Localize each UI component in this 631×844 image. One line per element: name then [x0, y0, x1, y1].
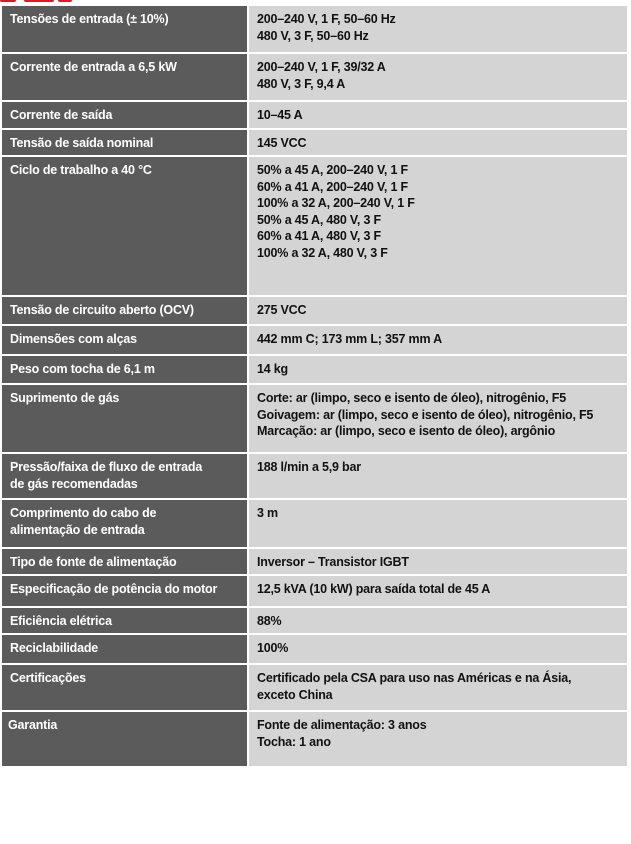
spec-label [2, 548, 248, 575]
spec-value-line: 275 VCC [257, 303, 307, 317]
spec-value [248, 384, 627, 453]
spec-value-line: 100% a 32 A, 480 V, 3 F [257, 245, 388, 260]
spec-row [2, 634, 627, 664]
spec-value [248, 325, 627, 355]
spec-value [248, 453, 627, 499]
spec-label-line: Certificações [10, 671, 86, 685]
spec-row [2, 6, 627, 53]
spec-label [2, 453, 248, 499]
spec-value-line: Corte: ar (limpo, seco e isento de óleo), nitrogênio, F5 [257, 391, 566, 405]
spec-value [248, 129, 627, 156]
spec-label [2, 664, 248, 711]
spec-value [248, 711, 627, 767]
spec-value [248, 355, 627, 384]
spec-label-line: Tensões de entrada (± 10%) [10, 12, 169, 26]
spec-row [2, 384, 627, 453]
spec-label [2, 325, 248, 355]
spec-value [248, 53, 627, 101]
spec-value [248, 296, 627, 325]
spec-value-line: 3 m [257, 506, 278, 520]
spec-label-line: Ciclo de trabalho a 40 °C [10, 163, 152, 177]
spec-value-line: Tocha: 1 ano [257, 734, 331, 749]
spec-label-line: Eficiência elétrica [10, 614, 112, 628]
spec-label [2, 384, 248, 453]
spec-label-line: alimentação de entrada [10, 522, 145, 537]
spec-label [2, 355, 248, 384]
spec-value-line: 10–45 A [257, 108, 303, 122]
specifications-table [2, 6, 627, 768]
spec-value [248, 6, 627, 53]
spec-label [2, 101, 248, 129]
spec-row [2, 129, 627, 156]
spec-label-line: Tensão de circuito aberto (OCV) [10, 303, 194, 317]
spec-value-line: 200–240 V, 1 F, 39/32 A [257, 60, 386, 74]
spec-value-line: 50% a 45 A, 200–240 V, 1 F [257, 163, 408, 177]
spec-value-line: 200–240 V, 1 F, 50–60 Hz [257, 12, 396, 26]
spec-row [2, 53, 627, 101]
spec-label [2, 711, 248, 767]
spec-label [2, 607, 248, 634]
spec-value-line: 88% [257, 614, 282, 628]
spec-row [2, 607, 627, 634]
spec-value [248, 664, 627, 711]
spec-row [2, 156, 627, 296]
spec-row [2, 325, 627, 355]
spec-value-line: 60% a 41 A, 200–240 V, 1 F [257, 179, 408, 194]
spec-value-line: 50% a 45 A, 480 V, 3 F [257, 212, 381, 227]
spec-value-line: Certificado pela CSA para uso nas Américas e na Ásia, [257, 671, 572, 685]
spec-value-line: 12,5 kVA (10 kW) para saída total de 45 A [257, 582, 491, 596]
spec-label [2, 156, 248, 296]
spec-label [2, 6, 248, 53]
spec-label-line: Dimensões com alças [10, 332, 137, 346]
spec-label [2, 129, 248, 156]
spec-label-line: Reciclabilidade [10, 641, 99, 655]
spec-value-line: Goivagem: ar (limpo, seco e isento de óleo), nitrogênio, F5 [257, 407, 594, 422]
spec-label-line: Comprimento do cabo de [10, 506, 157, 520]
spec-value-line: 14 kg [257, 362, 288, 376]
spec-label [2, 499, 248, 548]
spec-value-line: 442 mm C; 173 mm L; 357 mm A [257, 332, 442, 346]
spec-value-line: Marcação: ar (limpo, seco e isento de óleo), argônio [257, 424, 556, 438]
spec-label-line: Corrente de saída [10, 108, 113, 122]
spec-label-line: Garantia [8, 718, 58, 732]
spec-row [2, 575, 627, 607]
spec-label [2, 296, 248, 325]
spec-label-line: Tensão de saída nominal [10, 136, 154, 150]
spec-value [248, 634, 627, 664]
spec-row [2, 548, 627, 575]
spec-label-line: Especificação de potência do motor [10, 582, 218, 596]
spec-value-line: Inversor – Transistor IGBT [257, 555, 409, 569]
spec-value [248, 156, 627, 296]
spec-value-line: exceto China [257, 687, 333, 702]
spec-label [2, 53, 248, 101]
spec-row [2, 101, 627, 129]
spec-row [2, 355, 627, 384]
spec-value [248, 548, 627, 575]
spec-label [2, 634, 248, 664]
spec-value-line: 100% a 32 A, 200–240 V, 1 F [257, 196, 415, 210]
spec-label-line: Pressão/faixa de fluxo de entrada [10, 460, 203, 474]
spec-value [248, 607, 627, 634]
spec-label-line: Suprimento de gás [10, 391, 120, 405]
spec-row [2, 453, 627, 499]
spec-value [248, 575, 627, 607]
spec-row [2, 296, 627, 325]
spec-value-line: 480 V, 3 F, 50–60 Hz [257, 28, 369, 43]
spec-value-line: 60% a 41 A, 480 V, 3 F [257, 229, 381, 243]
spec-row [2, 499, 627, 548]
spec-label [2, 575, 248, 607]
spec-value-line: 480 V, 3 F, 9,4 A [257, 76, 346, 91]
spec-value-line: Fonte de alimentação: 3 anos [257, 718, 427, 732]
spec-label-line: Tipo de fonte de alimentação [10, 555, 177, 569]
spec-value-line: 188 l/min a 5,9 bar [257, 460, 361, 474]
spec-row [2, 711, 627, 767]
spec-value [248, 499, 627, 548]
spec-label-line: Corrente de entrada a 6,5 kW [10, 60, 177, 74]
spec-label-line: de gás recomendadas [10, 476, 138, 491]
spec-value-line: 145 VCC [257, 136, 307, 150]
spec-row [2, 664, 627, 711]
spec-value [248, 101, 627, 129]
spec-value-line: 100% [257, 641, 289, 655]
spec-label-line: Peso com tocha de 6,1 m [10, 362, 155, 376]
